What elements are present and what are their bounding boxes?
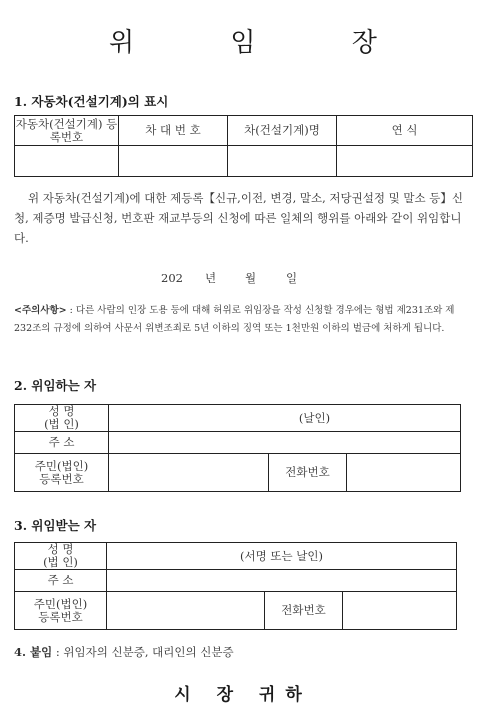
delegator-address-cell[interactable] bbox=[109, 432, 461, 454]
delegate-name-cell[interactable] bbox=[107, 543, 457, 570]
notice bbox=[14, 302, 472, 338]
attachment-label: 4. 붙임 bbox=[14, 645, 53, 659]
document-title: 위 임 장 bbox=[109, 28, 421, 58]
delegation-statement: 위 자동차(건설기계)에 대한 제등록【신규,이전, 변경, 말소, 저당권설정 및 말소 등】신청, 제증명 발급신청, 번호판 재교부등의 신청에 따른 일체의 행위를 아래와 같이 위임합니다. bbox=[14, 191, 463, 245]
section3-heading: 3. 위임받는 자 bbox=[14, 518, 97, 533]
delegator-phone-label: 전화번호 bbox=[269, 454, 347, 492]
attachment-text: : 위임자의 신분증, 대리인의 신분증 bbox=[55, 645, 234, 659]
delegator-seal-text: (날인) bbox=[298, 410, 331, 425]
vehicle-name-header: 차(건설기계)명 bbox=[228, 116, 337, 146]
delegator-name-cell[interactable] bbox=[109, 405, 461, 432]
date-day-unit: 일 bbox=[286, 271, 298, 285]
notice-label: <주의사항> bbox=[14, 305, 67, 316]
chassis-number-cell[interactable] bbox=[119, 146, 228, 177]
delegator-id-label: 주민(법인) 등록번호 bbox=[15, 454, 109, 492]
delegate-address-cell[interactable] bbox=[107, 570, 457, 592]
delegate-phone-label: 전화번호 bbox=[265, 592, 343, 630]
delegator-id-cell[interactable] bbox=[109, 454, 269, 492]
model-year-header: 연 식 bbox=[337, 116, 473, 146]
vehicle-table bbox=[14, 115, 473, 177]
date-month-unit: 월 bbox=[245, 271, 257, 285]
delegate-table bbox=[14, 542, 457, 630]
attachment-line bbox=[14, 644, 234, 660]
date-year-unit: 년 bbox=[205, 271, 217, 285]
delegator-name-label: 성 명 (법 인) bbox=[15, 405, 109, 432]
chassis-number-header: 차 대 번 호 bbox=[119, 116, 228, 146]
delegate-address-label: 주 소 bbox=[15, 570, 107, 592]
delegate-signature-text: (서명 또는 날인) bbox=[240, 548, 323, 563]
delegate-id-label: 주민(법인) 등록번호 bbox=[15, 592, 107, 630]
registration-number-cell[interactable] bbox=[15, 146, 119, 177]
date-line bbox=[0, 268, 486, 288]
vehicle-name-cell[interactable] bbox=[228, 146, 337, 177]
delegate-phone-cell[interactable] bbox=[343, 592, 457, 630]
section2-heading: 2. 위임하는 자 bbox=[14, 378, 97, 393]
delegator-phone-cell[interactable] bbox=[347, 454, 461, 492]
delegator-address-label: 주 소 bbox=[15, 432, 109, 454]
model-year-cell[interactable] bbox=[337, 146, 473, 177]
section1-heading: 1. 자동차(건설기계)의 표시 bbox=[14, 94, 169, 109]
notice-text: : 다른 사람의 인장 도용 등에 대해 허위로 위임장을 작성 신청할 경우에는 형법 제231조와 제232조의 규정에 의하여 사문서 위변조죄로 5년 이하의 징역 또는 1천만원 이하의 벌금에 처하게 됩니다. bbox=[14, 305, 455, 334]
delegate-id-cell[interactable] bbox=[107, 592, 265, 630]
registration-number-header: 자동차(건설기계) 등록번호 bbox=[15, 116, 118, 144]
delegate-name-label: 성 명 (법 인) bbox=[15, 543, 107, 570]
date-year[interactable]: 202 bbox=[161, 271, 183, 285]
delegator-table bbox=[14, 404, 461, 492]
addressee: 시 장 귀하 bbox=[174, 685, 312, 705]
